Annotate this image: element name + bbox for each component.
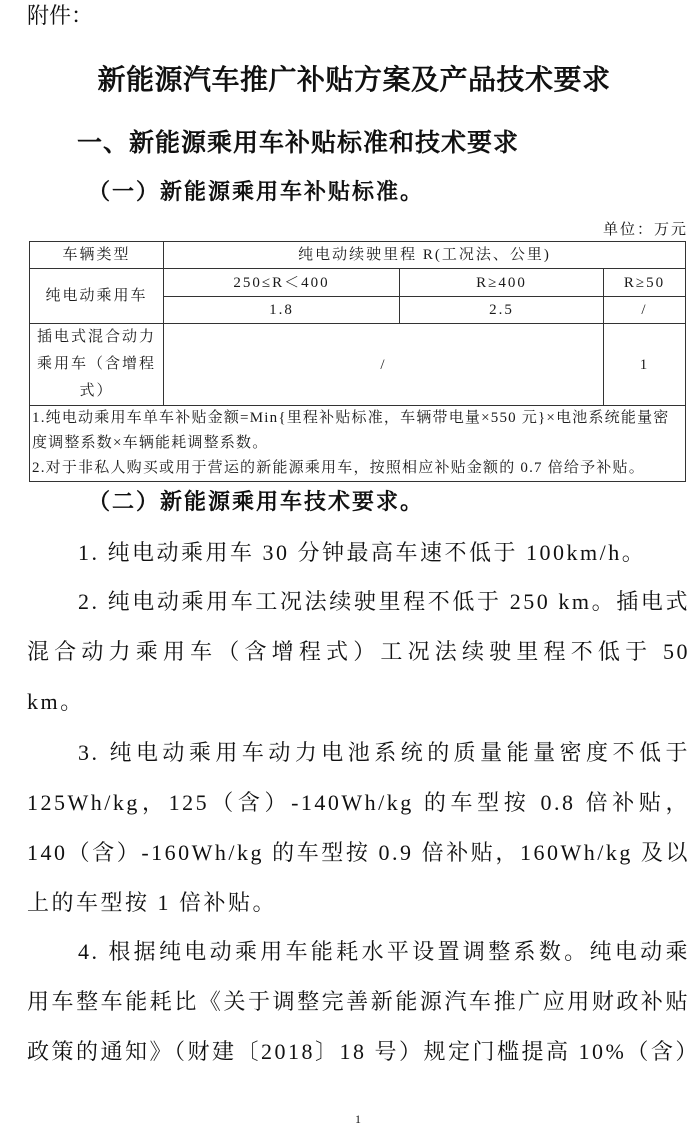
table-row-bev-ranges [30, 269, 686, 297]
table-note: 1.纯电动乘用车单车补贴金额=Min{里程补贴标准，车辆带电量×550 元}×电池系统能量密度调整系数×车辆能耗调整系数。 [32, 410, 670, 451]
section-heading: 一、新能源乘用车补贴标准和技术要求 [77, 128, 520, 157]
table-note: 2.对于非私人购买或用于营运的新能源乘用车，按照相应补贴金额的 0.7 倍给予补贴。 [32, 460, 645, 476]
requirement-paragraph-4: 4. 根据纯电动乘用车能耗水平设置调整系数。纯电动乘用车整车能耗比《关于调整完善新能源汽车推广应用财政补贴政策的通知》（财建〔2018〕18 号）规定门槛提高 10%（含） [27, 939, 700, 1064]
table-notes [30, 406, 686, 482]
range-cell: R≥400 [400, 269, 604, 297]
attachment-label: 附件： [27, 4, 94, 29]
requirement-paragraph-1: 1. 纯电动乘用车 30 分钟最高车速不低于 100km/h。 [78, 540, 647, 565]
table-header-row [30, 242, 686, 269]
requirement-paragraph-2: 2. 纯电动乘用车工况法续驶里程不低于 250 km。插电式混合动力乘用车（含增程式）工况法续驶里程不低于 50 km。 [27, 589, 690, 714]
subsidy-cell: 1 [604, 324, 686, 406]
header-range: 纯电动续驶里程 R(工况法、公里) [164, 242, 686, 269]
range-cell: 250≤R＜400 [164, 269, 400, 297]
phev-label: 插电式混合动力乘用车（含增程式） [30, 324, 164, 406]
subsection-heading-subsidy-standard: （一）新能源乘用车补贴标准。 [88, 179, 425, 205]
subsidy-cell: 2.5 [400, 297, 604, 324]
requirement-paragraph-3: 3. 纯电动乘用车动力电池系统的质量能量密度不低于 125Wh/kg，125（含）-140Wh/kg 的车型按 0.8 倍补贴，140（含）-160Wh/kg 的车型按 0.9 倍补贴，160Wh/kg 及以上的车型按 1 倍补贴。 [27, 740, 690, 915]
table-row-notes [30, 406, 686, 482]
subsection-heading-technical-requirements: （二）新能源乘用车技术要求。 [88, 489, 425, 515]
subsidy-cell: / [164, 324, 604, 406]
unit-label: 单位：万元 [602, 222, 688, 238]
subsidy-cell: / [604, 297, 686, 324]
subsidy-table [29, 241, 686, 482]
bev-label: 纯电动乘用车 [30, 269, 164, 324]
document-title: 新能源汽车推广补贴方案及产品技术要求 [97, 63, 611, 96]
page-number: 1 [355, 1112, 361, 1126]
range-cell: R≥50 [604, 269, 686, 297]
subsidy-cell: 1.8 [164, 297, 400, 324]
header-vehicle-type: 车辆类型 [30, 242, 164, 269]
table-row-phev [30, 324, 686, 406]
